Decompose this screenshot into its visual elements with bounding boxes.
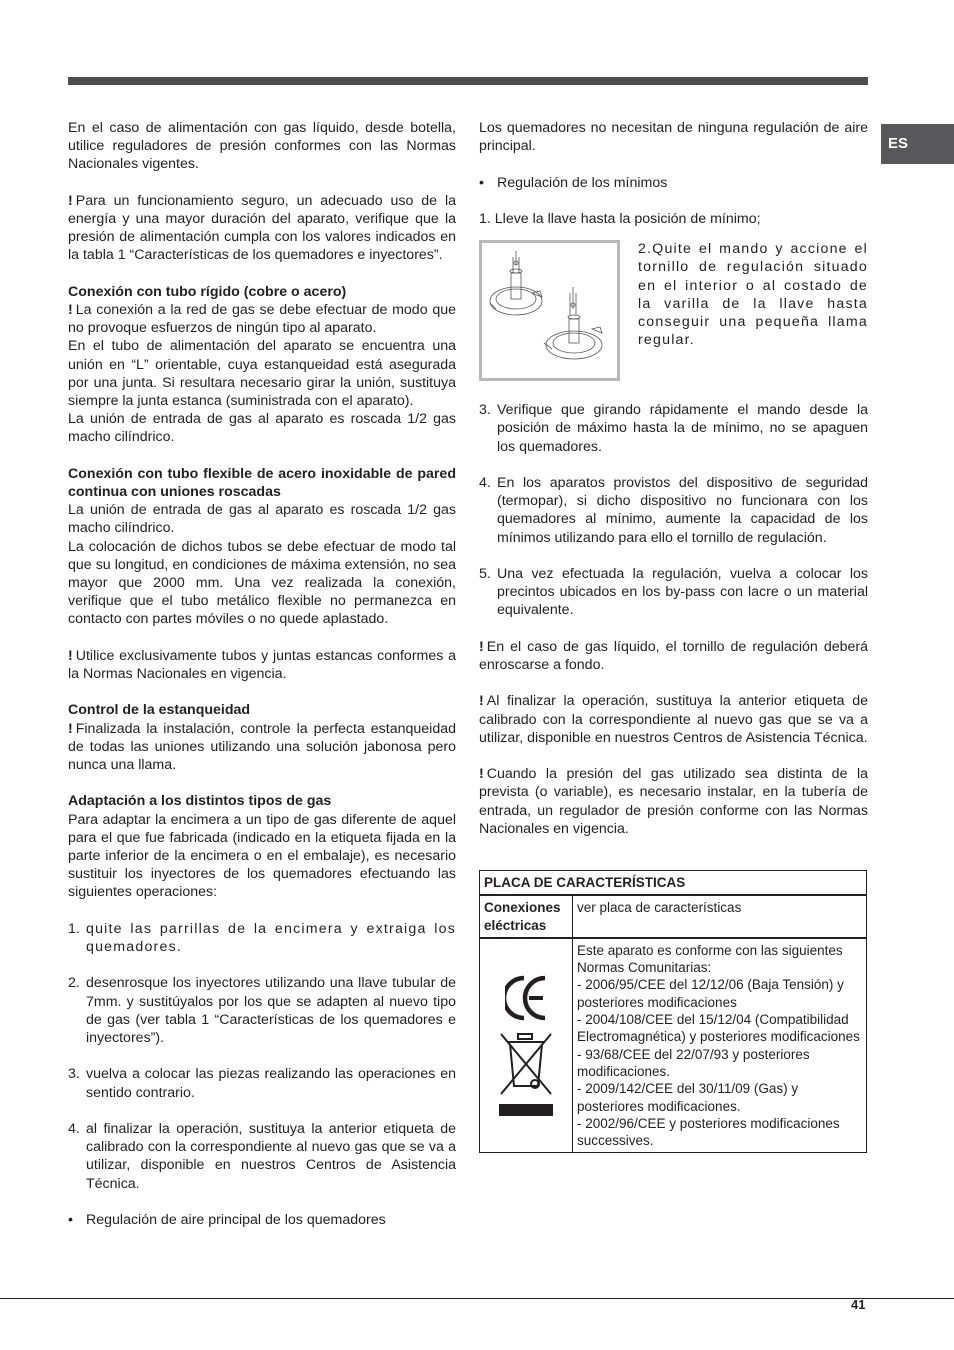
warning-paragraph: ! Cuando la presión del gas utilizado sea distinta de la prevista (o variable), es necesario instalar, en la tubería de entrada, un regulador de presión conforme con las Normas Nacionales en vigencia.	[479, 766, 868, 837]
list-item: 3. vuelva a colocar las piezas realizando las operaciones en sentido contrario.	[68, 1066, 456, 1101]
warning-mark: !	[68, 302, 73, 318]
paragraph: La unión de entrada de gas al aparato es roscada 1/2 gas macho cilíndrico.	[68, 502, 456, 537]
table-cell-value: ver placa de características	[573, 895, 867, 938]
paragraph: En el tubo de alimentación del aparato se encuentra una unión en “L” orientable, cuya estanqueidad está asegurada por una junta. Si resultara necesario girar la unión, sustituya siempre la junta estanca (suministrada con el aparato).	[68, 338, 456, 410]
list-item: 3. Verifique que girando rápidamente el mando desde la posición de máximo hasta la de mínimo, no se apaguen los quemadores.	[479, 402, 868, 455]
warning-mark: !	[68, 720, 73, 737]
table-title: PLACA DE CARACTERÍSTICAS	[480, 871, 867, 896]
heading-flex: Conexión con tubo flexible de acero inoxidable de pared continua con uniones roscadas	[68, 465, 456, 501]
list-item: 4. En los aparatos provistos del dispositivo de seguridad (termopar), si dicho dispositivo no funcionara con los quemadores al mínimo, aumente la capacidad de los mínimos utilizando para ello el tornillo de regulación.	[479, 474, 868, 546]
burner-adjustment-figure	[479, 240, 620, 381]
warning-mark: !	[479, 766, 484, 783]
norm-line: - 2006/95/CEE del 12/12/06 (Baja Tensión) y posteriores modificaciones	[577, 977, 844, 1010]
paragraph: Para adaptar la encimera a un tipo de gas diferente de aquel para el que fue fabricada (indicado en la etiqueta fijada en la parte inferior de la encimera o en el embalaje), es necesario sustituir los inyectores de los quemadores efectuando las siguientes operaciones:	[68, 811, 456, 901]
paragraph: En el caso de alimentación con gas líquido, desde botella, utilice reguladores de presión conformes con las Normas Nacionales vigentes.	[68, 120, 456, 173]
warning-paragraph: ! Al finalizar la operación, sustituya la anterior etiqueta de calibrado con la correspondiente al nuevo gas que se va a utilizar, disponible en nuestros Centros de Asistencia Técnica.	[479, 693, 868, 746]
list-item: 5. Una vez efectuada la regulación, vuelva a colocar los precintos ubicados en los by-pass con lacre o un material equivalente.	[479, 565, 868, 619]
warning-paragraph: ! En el caso de gas líquido, el tornillo de regulación deberá enroscarse a fondo.	[479, 638, 868, 673]
bullet-item: • Regulación de los mínimos	[479, 174, 668, 191]
ce-mark-icon	[505, 974, 547, 1022]
norm-line: - 2002/96/CEE y posteriores modificaciones successives.	[577, 1115, 840, 1149]
list-item: 4. al finalizar la operación, sustituya la anterior etiqueta de calibrado con la correspondiente al nuevo gas que se va a utilizar, disponible en nuestros Centros de Asistencia Técnica.	[68, 1121, 456, 1192]
heading-control: Control de la estanqueidad	[68, 702, 251, 719]
weee-bin-icon	[493, 1028, 559, 1118]
paragraph: La unión de entrada de gas al aparato es roscada 1/2 gas macho cilíndrico.	[68, 411, 456, 446]
paragraph: Los quemadores no necesitan de ninguna regulación de aire principal.	[479, 120, 868, 155]
bullet-item: • Regulación de aire principal de los quemadores	[68, 1212, 386, 1229]
certification-marks	[480, 938, 573, 1153]
warning-mark: !	[68, 647, 73, 664]
top-rule	[68, 77, 868, 85]
left-column	[68, 119, 456, 1229]
paragraph: La colocación de dichos tubos se debe efectuar de modo tal que su longitud, en condiciones de máxima extensión, no sea mayor que 2000 mm. Una vez realizada la conexión, verifique que el tubo metálico flexible no permanezca en contacto con partes móviles o no quede aplastado.	[68, 538, 456, 628]
heading-rigid: Conexión con tubo rígido (cobre o acero)	[68, 283, 347, 300]
warning-paragraph: ! Finalizada la instalación, controle la perfecta estanqueidad de todas las uniones utilizando una solución jabonosa pero nunca una llama.	[68, 720, 456, 774]
warning-paragraph: ! Utilice exclusivamente tubos y juntas estancas conformes a la Normas Nacionales en vigencia.	[68, 647, 456, 683]
table-cell-label: Conexiones eléctricas	[480, 895, 573, 938]
norms-cell	[573, 938, 867, 1153]
characteristics-plate-table	[479, 870, 867, 1153]
warning-paragraph: ! La conexión a la red de gas se debe efectuar de modo que no provoque esfuerzos de ningún tipo al aparato.	[68, 302, 456, 337]
heading-adapt: Adaptación a los distintos tipos de gas	[68, 793, 332, 810]
norm-line: - 2004/108/CEE del 15/12/04 (Compatibilidad Electromagnética) y posteriores modificaciones	[577, 1012, 860, 1045]
norm-line: Este aparato es conforme con las siguientes Normas Comunitarias:	[577, 942, 843, 976]
step-2: 2.Quite el mando y accione el tornillo de regulación situado en el interior o al costado de la varilla de la llave hasta conseguir una pequeña llama regular.	[638, 241, 868, 349]
warning-paragraph: ! Para un funcionamiento seguro, un adecuado uso de la energía y una mayor duración del aparato, verifique que la presión de alimentación cumpla con los valores indicados en la tabla 1 “Características de los quemadores e inyectores”.	[68, 192, 456, 264]
list-item: 1. quite las parrillas de la encimera y extraiga los quemadores.	[68, 920, 456, 956]
page-number: 41	[851, 1297, 866, 1312]
language-tab: ES	[881, 124, 954, 164]
norm-line: - 93/68/CEE del 22/07/93 y posteriores modificaciones.	[577, 1046, 810, 1079]
step-1: 1. Lleve la llave hasta la posición de mínimo;	[479, 210, 761, 227]
warning-mark: !	[479, 693, 484, 710]
list-item: 2. desenrosque los inyectores utilizando una llave tubular de 7mm. y sustitúyalos por los que se adapten al nuevo tipo de gas (ver tabla 1 “Características de los quemadores e inyectores”).	[68, 975, 456, 1047]
footer-rule	[0, 1298, 954, 1299]
right-column	[479, 119, 868, 838]
warning-mark: !	[68, 192, 73, 209]
warning-mark: !	[479, 638, 484, 655]
norm-line: - 2009/142/CEE del 30/11/09 (Gas) y posteriores modificaciones.	[577, 1081, 799, 1114]
